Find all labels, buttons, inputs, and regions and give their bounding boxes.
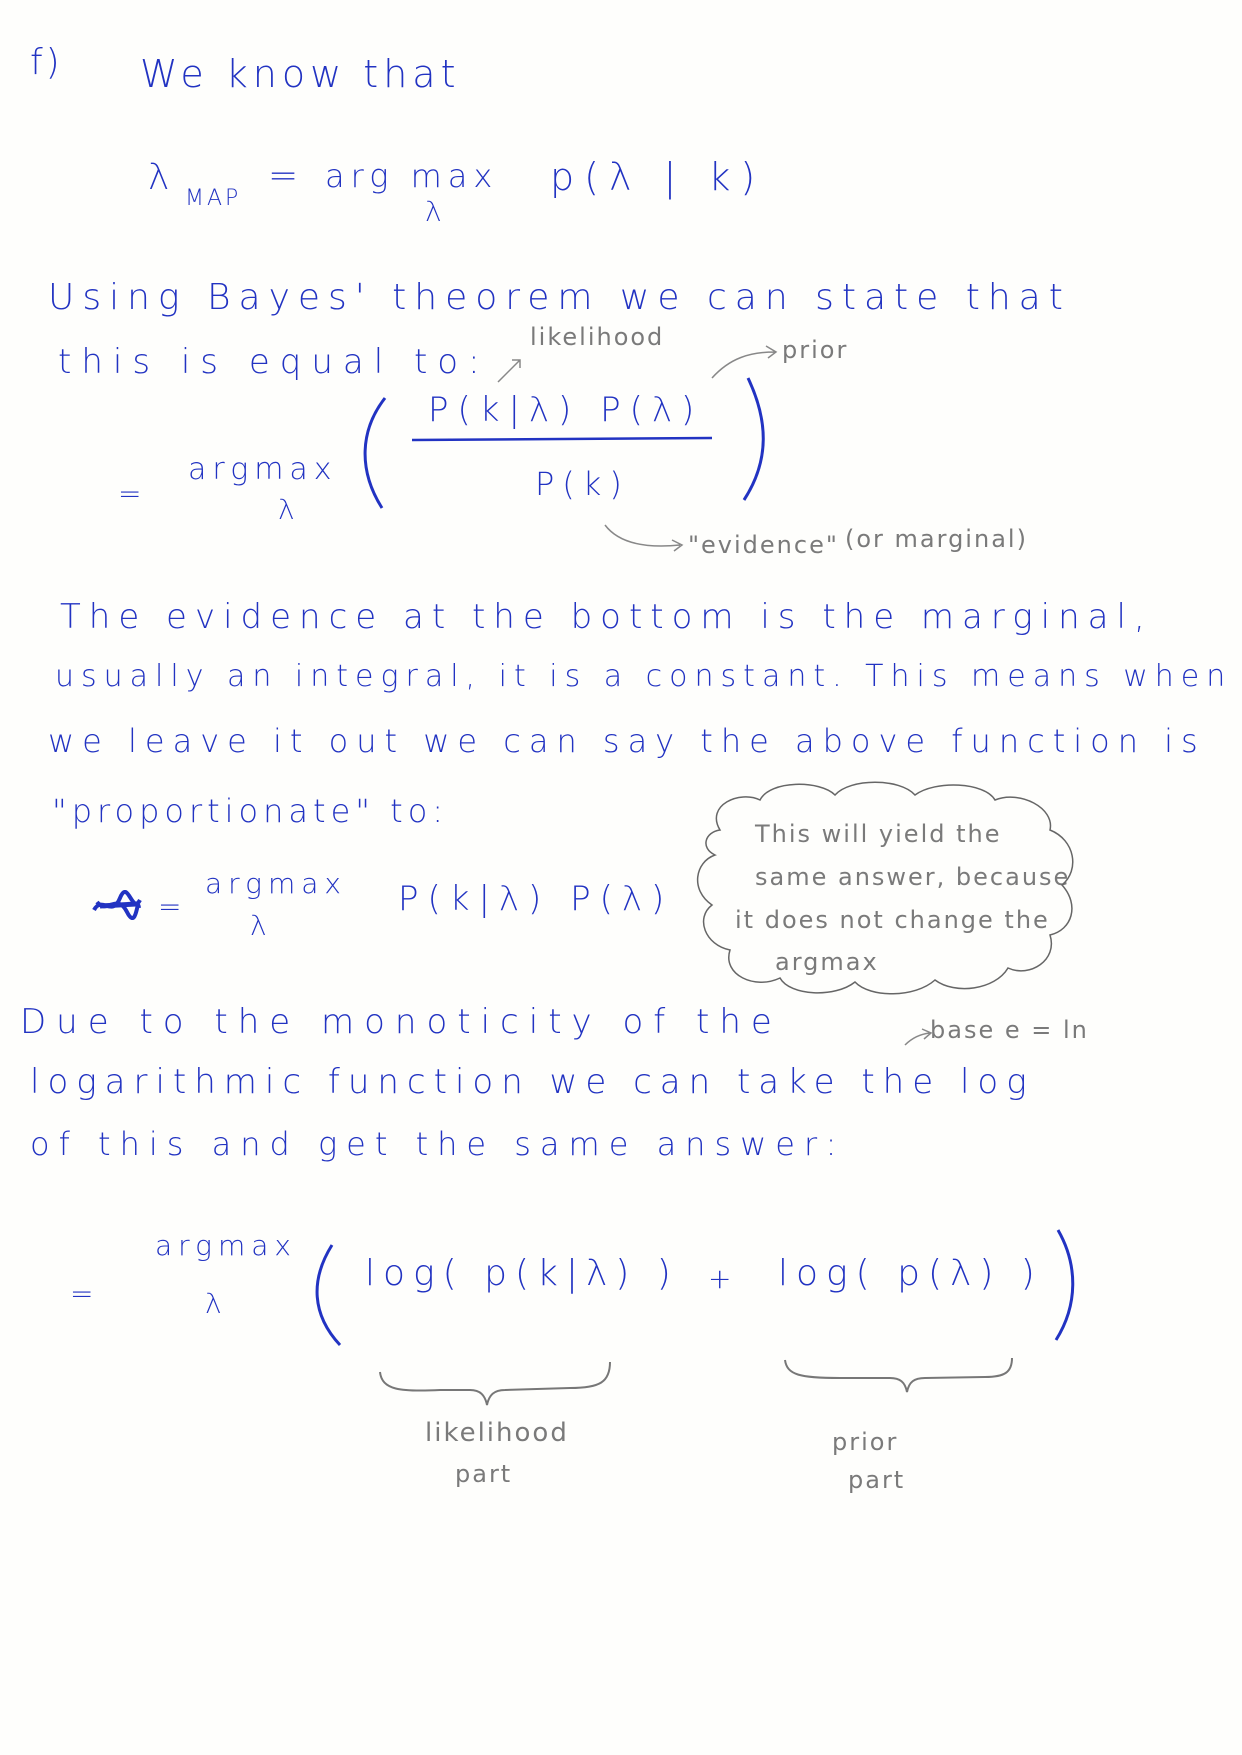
para2-line-4: "proportionate" to: — [52, 792, 449, 830]
bayes-line-1: Using Bayes' theorem we can state that — [48, 277, 1071, 318]
eq1-lhs-symbol: λ — [148, 157, 176, 198]
annotation-evidence: "evidence" — [688, 531, 839, 559]
prior-arrow — [712, 346, 776, 378]
likelihood-arrow — [498, 360, 520, 382]
eq1-equals: = — [268, 155, 305, 196]
brace-label-prior: prior — [832, 1428, 899, 1456]
eq2-equals: = — [118, 477, 148, 510]
annotation-marginal: (or marginal) — [845, 525, 1028, 553]
para3-line-2: logarithmic function we can take the log — [30, 1062, 1035, 1102]
para3-line-1: Due to the monoticity of the — [20, 1002, 782, 1042]
bayes-line-2: this is equal to: — [58, 342, 490, 382]
likelihood-brace — [380, 1362, 610, 1405]
eq1-lhs-subscript: MAP — [185, 186, 242, 211]
para2-line-2: usually an integral, it is a constant. This means when — [55, 659, 1233, 694]
annotation-prior: prior — [782, 336, 849, 364]
evidence-arrow — [605, 525, 682, 551]
prior-brace — [785, 1358, 1012, 1392]
eq1-operator: arg max — [325, 157, 499, 195]
eq4-term1: log( p(k|λ) ) — [365, 1253, 679, 1294]
para2-line-1: The evidence at the bottom is the marginal, — [60, 597, 1153, 637]
eq4-equals: = — [70, 1277, 100, 1310]
eq4-outer-left-paren — [317, 1245, 340, 1345]
brace-label-likelihood: likelihood — [425, 1418, 569, 1448]
eq2-numerator: P(k|λ) P(λ) — [428, 390, 704, 430]
eq4-operator: argmax — [155, 1229, 297, 1262]
eq3-equals: = — [158, 890, 188, 923]
eq2-denominator: P(k) — [535, 465, 630, 503]
eq2-left-paren — [365, 398, 385, 508]
eq4-plus: + — [708, 1262, 738, 1295]
brace-label-prior-part: part — [848, 1466, 906, 1494]
annotation-base: base e = ln — [930, 1016, 1089, 1044]
eq4-operator-sub: λ — [205, 1287, 225, 1320]
base-arrow — [905, 1029, 931, 1045]
intro-line: We know that — [140, 52, 461, 96]
eq2-operator: argmax — [188, 452, 338, 487]
eq4-outer-right-paren — [1056, 1230, 1073, 1340]
eq1-operator-sub: λ — [425, 195, 445, 228]
eq2-fraction-bar — [412, 438, 712, 440]
brace-label-likelihood-part: part — [455, 1460, 513, 1488]
eq3-operator-sub: λ — [250, 909, 270, 942]
scribbled-out-mark — [92, 890, 142, 920]
annotation-likelihood: likelihood — [530, 323, 665, 351]
para3-line-3: of this and get the same answer: — [30, 1125, 846, 1163]
cloud-note-line-4: argmax — [775, 948, 879, 976]
section-label: f) — [30, 42, 63, 83]
eq3-operator: argmax — [205, 867, 347, 900]
cloud-note-line-1: This will yield the — [755, 820, 1002, 848]
eq4-term2: log( p(λ) ) — [778, 1253, 1043, 1294]
eq1-expression: p(λ | k) — [550, 155, 766, 199]
cloud-note-line-2: same answer, because — [755, 863, 1071, 891]
eq3-expression: P(k|λ) P(λ) — [398, 879, 674, 919]
eq2-right-paren — [744, 378, 763, 500]
cloud-note-line-3: it does not change the — [735, 906, 1050, 934]
eq2-operator-sub: λ — [278, 493, 298, 526]
para2-line-3: we leave it out we can say the above function is — [48, 722, 1206, 760]
